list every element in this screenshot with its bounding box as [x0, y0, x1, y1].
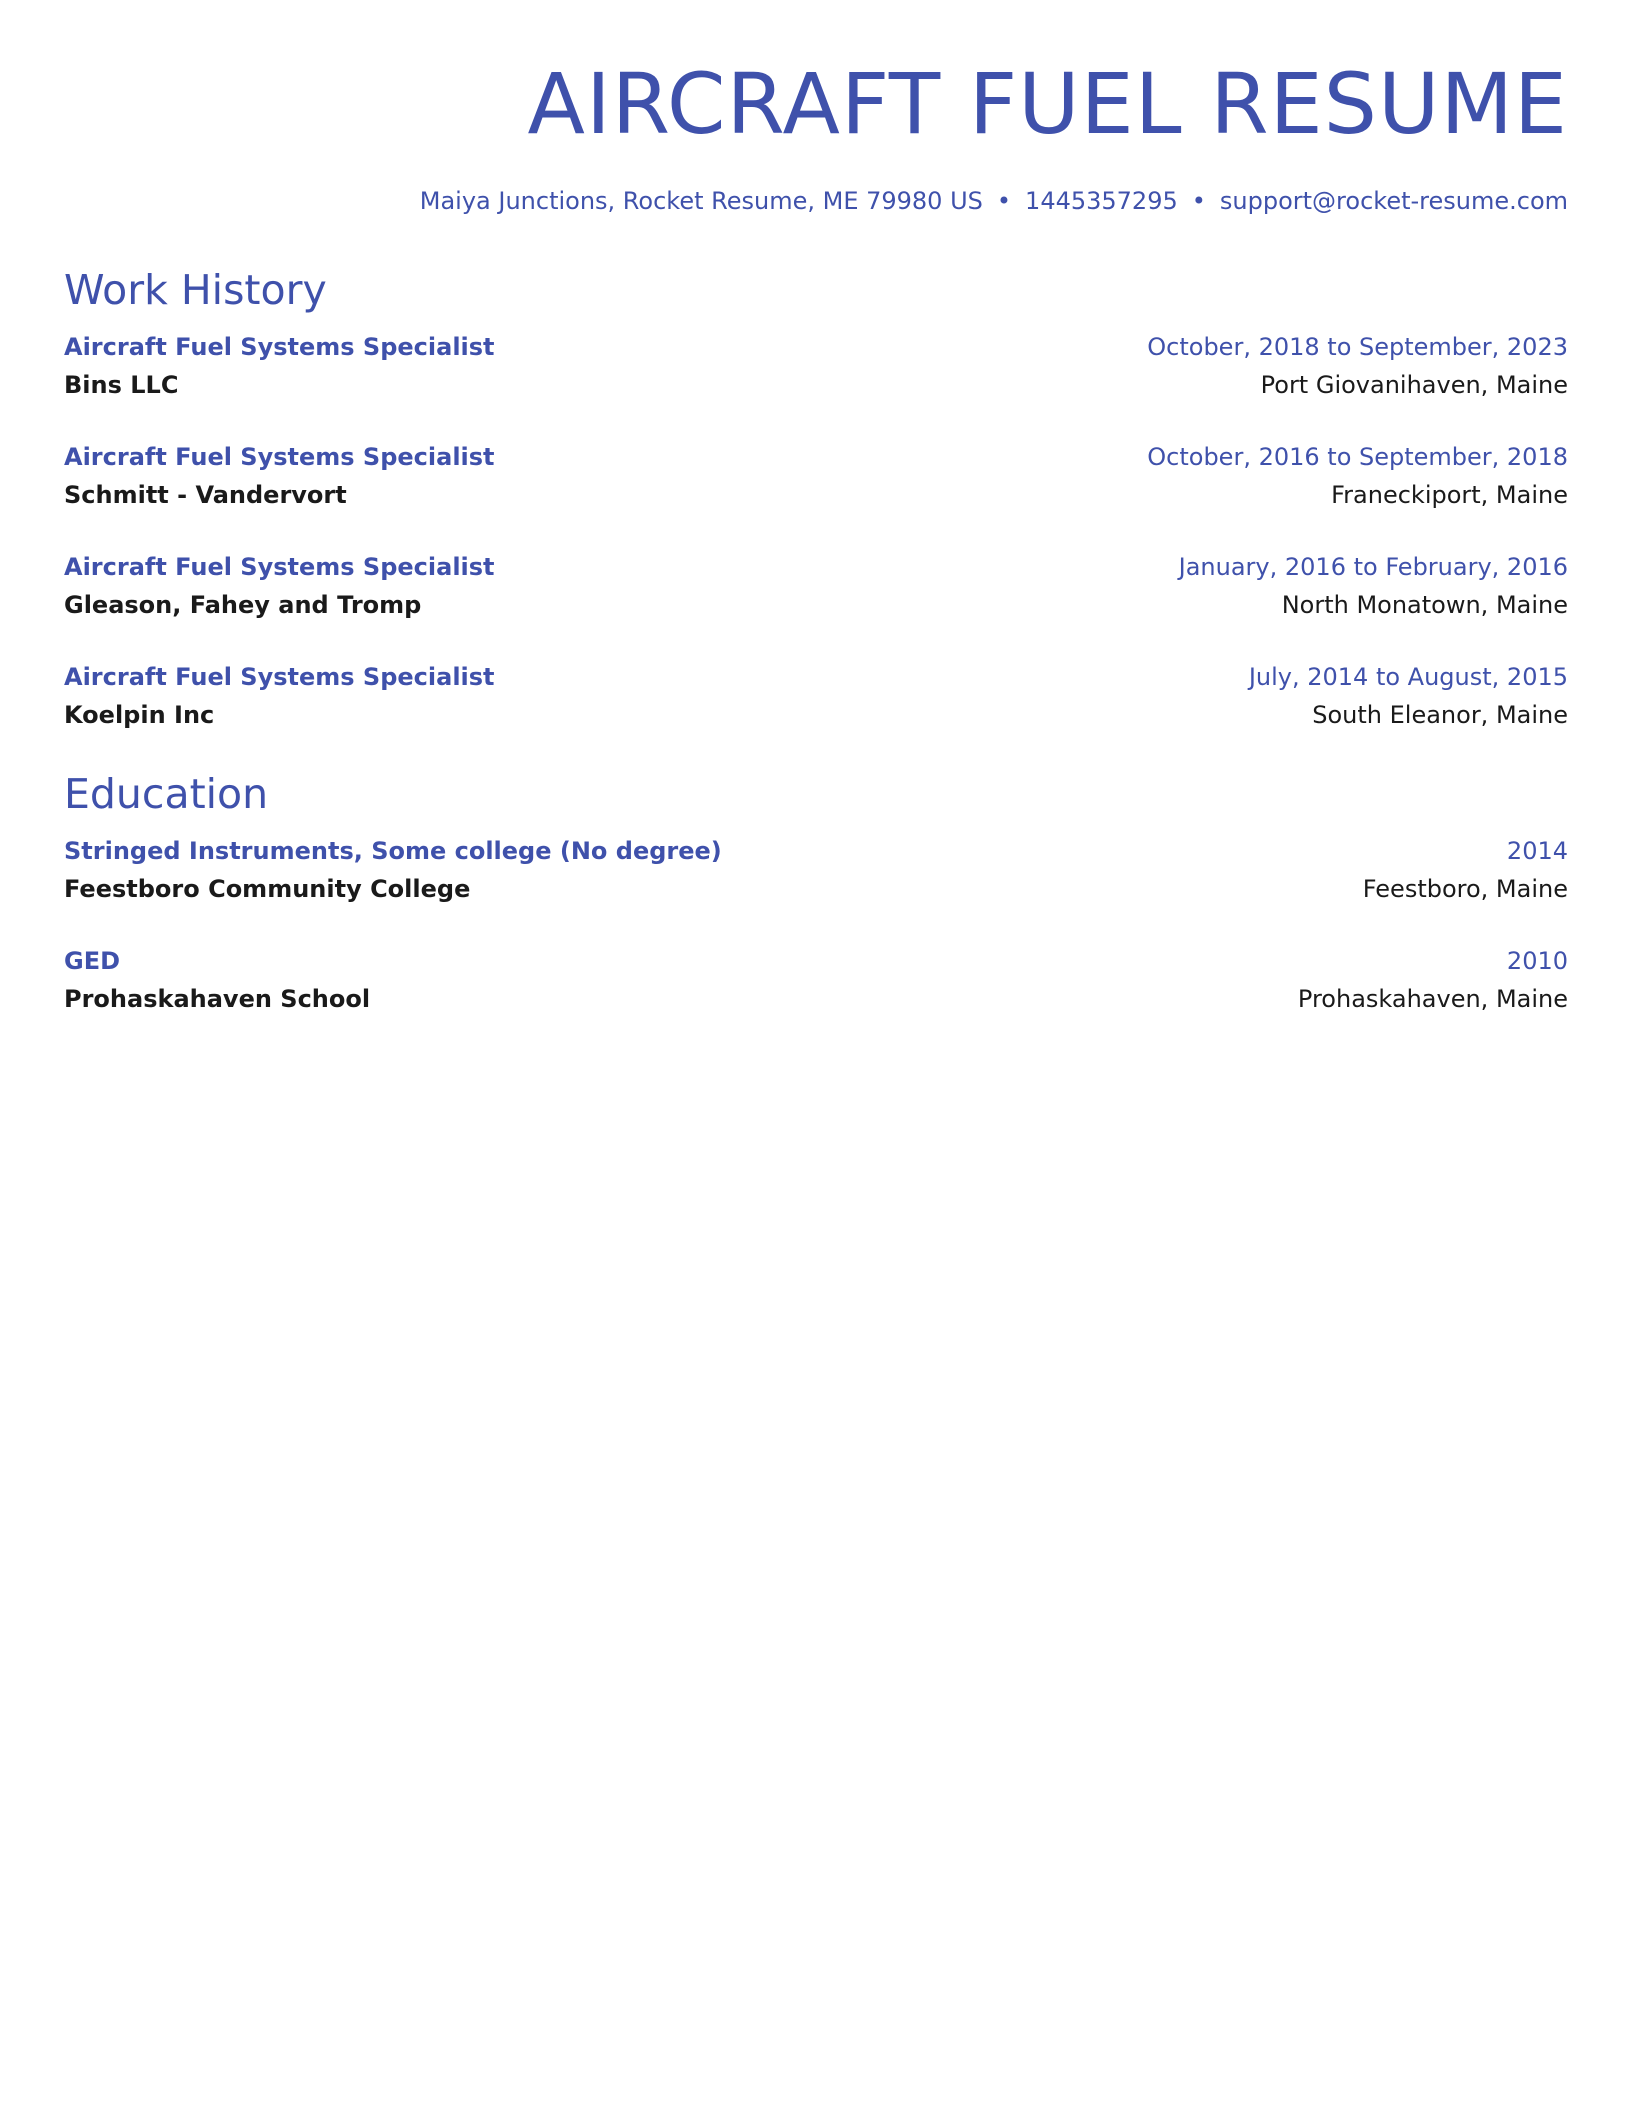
- school-name: Feestboro Community College: [64, 875, 471, 903]
- work-entry: [64, 438, 1568, 514]
- resume-title: AIRCRAFT FUEL RESUME: [527, 55, 1568, 153]
- education-entry: [64, 942, 1568, 1018]
- degree-name: Stringed Instruments, Some college (No degree): [64, 837, 722, 865]
- work-history-list: [64, 328, 1568, 734]
- contact-info: [64, 186, 1568, 216]
- job-title: Aircraft Fuel Systems Specialist: [64, 553, 495, 581]
- work-entry: [64, 328, 1568, 404]
- job-dates: July, 2014 to August, 2015: [1248, 663, 1568, 691]
- job-dates: October, 2018 to September, 2023: [1147, 333, 1568, 361]
- graduation-year: 2010: [1506, 947, 1568, 975]
- job-title: Aircraft Fuel Systems Specialist: [64, 443, 495, 471]
- job-dates: October, 2016 to September, 2018: [1147, 443, 1568, 471]
- job-location: Port Giovanihaven, Maine: [1260, 371, 1568, 399]
- bullet-separator: •: [996, 187, 1012, 215]
- job-location: South Eleanor, Maine: [1312, 701, 1568, 729]
- job-title: Aircraft Fuel Systems Specialist: [64, 663, 495, 691]
- school-location: Prohaskahaven, Maine: [1297, 985, 1568, 1013]
- contact-email: support@rocket-resume.com: [1219, 187, 1568, 215]
- job-title: Aircraft Fuel Systems Specialist: [64, 333, 495, 361]
- graduation-year: 2014: [1506, 837, 1568, 865]
- education-list: [64, 832, 1568, 1018]
- company-name: Schmitt - Vandervort: [64, 481, 347, 509]
- contact-address: Maiya Junctions, Rocket Resume, ME 79980 US: [419, 187, 983, 215]
- company-name: Gleason, Fahey and Tromp: [64, 591, 422, 619]
- work-entry: [64, 548, 1568, 624]
- job-dates: January, 2016 to February, 2016: [1178, 553, 1568, 581]
- company-name: Bins LLC: [64, 371, 179, 399]
- school-location: Feestboro, Maine: [1362, 875, 1568, 903]
- education-entry: [64, 832, 1568, 908]
- work-entry: [64, 658, 1568, 734]
- contact-phone: 1445357295: [1025, 187, 1178, 215]
- company-name: Koelpin Inc: [64, 701, 215, 729]
- education-heading: Education: [64, 770, 269, 818]
- bullet-separator: •: [1191, 187, 1206, 215]
- school-name: Prohaskahaven School: [64, 985, 371, 1013]
- work-history-heading: Work History: [64, 266, 327, 314]
- job-location: North Monatown, Maine: [1281, 591, 1568, 619]
- degree-name: GED: [64, 947, 121, 975]
- job-location: Franeckiport, Maine: [1331, 481, 1568, 509]
